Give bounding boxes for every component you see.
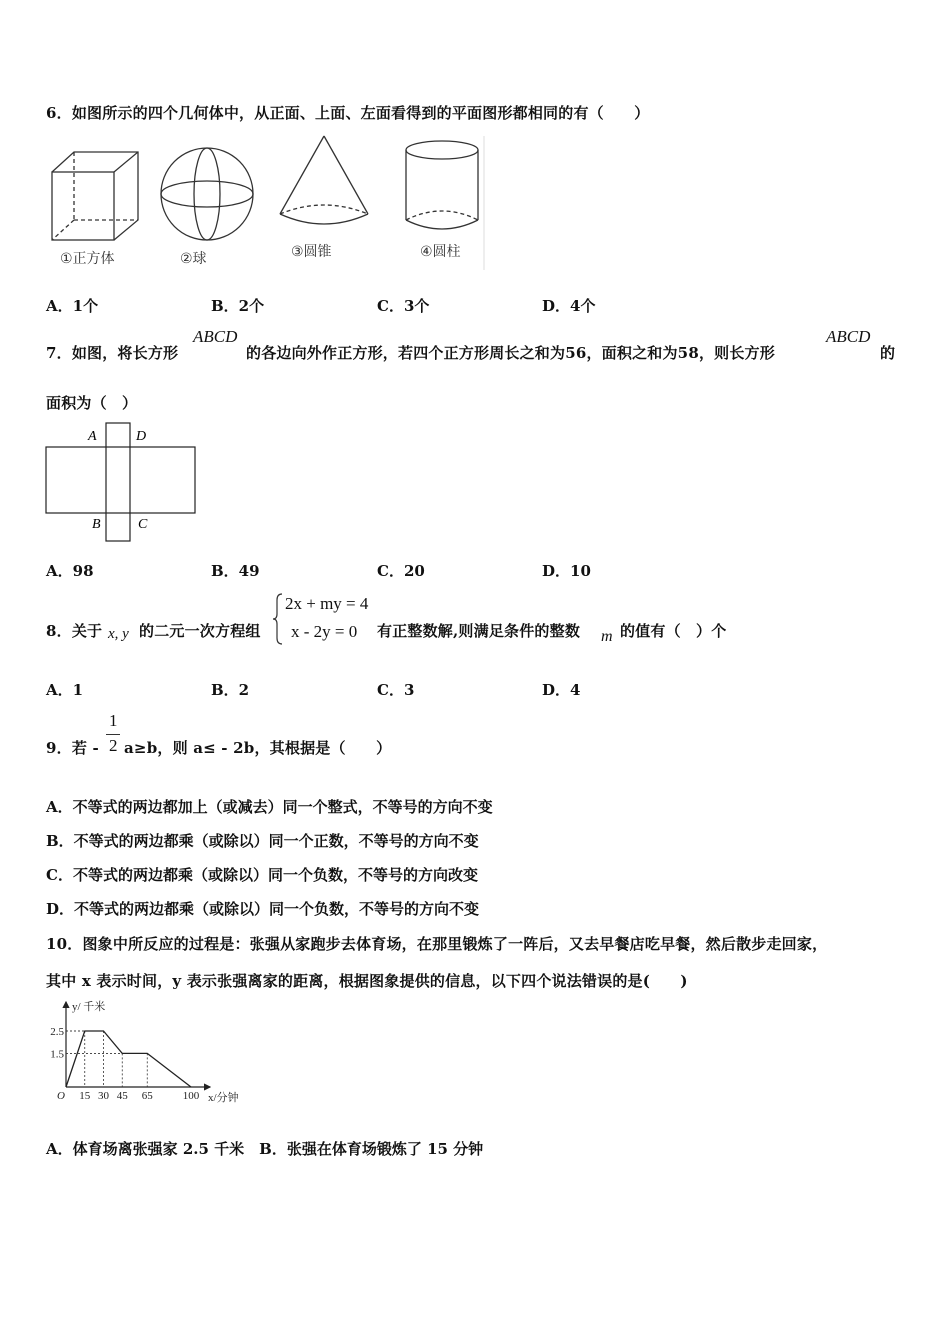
q10-options-line[interactable]: A．体育场离张强家 2.5 千米 B．张强在体育场锻炼了 15 分钟 bbox=[46, 1140, 484, 1158]
q7-stem-b: 的各边向外作正方形，若四个正方形周长之和为56，面积之和为58，则长方形 bbox=[246, 344, 775, 362]
q7-rect-name-2: ABCD bbox=[826, 327, 871, 346]
q10-stem-line2: 其中 x 表示时间，y 表示张强离家的距离，根据图象提供的信息，以下四个说法错误的是( ) bbox=[46, 972, 688, 990]
chart-y-tick-label: 2.5 bbox=[50, 1026, 64, 1038]
q9-option-c[interactable]: C．不等式的两边都乘（或除以）同一个负数，不等号的方向改变 bbox=[46, 866, 478, 884]
q9-frac-den: 2 bbox=[109, 736, 118, 755]
q8-option-c[interactable]: C．3 bbox=[377, 681, 415, 699]
q7-vertical-rect bbox=[106, 423, 130, 541]
q7-horizontal-rect bbox=[46, 447, 195, 513]
cylinder-figure bbox=[406, 141, 478, 229]
sphere-figure bbox=[161, 148, 253, 240]
chart-x-tick-label: 45 bbox=[116, 1090, 128, 1102]
q8-m: m bbox=[601, 628, 613, 645]
chart-y-tick-label: 1.5 bbox=[50, 1048, 64, 1061]
q7-stem-a: 7．如图，将长方形 bbox=[46, 344, 179, 362]
q9-option-d[interactable]: D．不等式的两边都乘（或除以）同一个负数，不等号的方向不变 bbox=[46, 900, 480, 918]
chart-x-tick-label: 15 bbox=[79, 1090, 91, 1102]
chart-origin-label: O bbox=[57, 1090, 65, 1102]
q10-chart bbox=[40, 996, 255, 1108]
q6-option-a[interactable]: A．1个 bbox=[46, 297, 99, 315]
q7-label-a: A bbox=[88, 429, 97, 444]
q8-stem-c: 有正整数解,则满足条件的整数 bbox=[377, 622, 581, 640]
q9-stem-b: a≥b，则 a≤ - 2b，其根据是（ ） bbox=[124, 739, 392, 757]
q6-stem: 6．如图所示的四个几何体中，从正面、上面、左面看得到的平面图形都相同的有（ ） bbox=[46, 104, 650, 122]
q7-label-b: B bbox=[92, 517, 101, 532]
q9-frac-bar bbox=[106, 734, 120, 735]
q8-option-a[interactable]: A．1 bbox=[46, 681, 84, 699]
chart-ylabel: y/ 千米 bbox=[72, 1001, 106, 1013]
q7-figure bbox=[40, 420, 205, 545]
q9-option-a[interactable]: A．不等式的两边都加上（或减去）同一个整式，不等号的方向不变 bbox=[46, 798, 493, 816]
q7-stem-d: 面积为（ ） bbox=[46, 394, 138, 412]
chart-x-tick-label: 65 bbox=[141, 1090, 153, 1102]
q9-option-b[interactable]: B．不等式的两边都乘（或除以）同一个正数，不等号的方向不变 bbox=[46, 832, 479, 850]
q7-option-b[interactable]: B．49 bbox=[211, 562, 260, 580]
q6-option-c[interactable]: C．3个 bbox=[377, 297, 430, 315]
q8-stem-b: 的二元一次方程组 bbox=[139, 622, 261, 640]
q8-brace-icon bbox=[272, 592, 284, 646]
chart-xlabel: x/分钟 bbox=[208, 1092, 239, 1104]
q10-stem-line1: 10．图象中所反应的过程是：张强从家跑步去体育场，在那里锻炼了一阵后，又去早餐店吃早餐，然后散步走回家， bbox=[46, 935, 828, 953]
q8-stem-a: 8．关于 bbox=[46, 622, 103, 640]
shape-label-cube: ①正方体 bbox=[60, 251, 115, 267]
q8-eq2: x - 2y = 0 bbox=[291, 622, 358, 641]
cube-figure bbox=[52, 152, 138, 240]
q7-label-c: C bbox=[138, 517, 148, 532]
q9-stem-a: 9．若 - bbox=[46, 739, 99, 757]
chart-x-tick-label: 30 bbox=[98, 1090, 109, 1102]
q7-option-a[interactable]: A．98 bbox=[46, 562, 94, 580]
q6-option-b[interactable]: B．2个 bbox=[211, 297, 265, 315]
q7-rect-name-1: ABCD bbox=[193, 327, 238, 346]
q8-vars: x, y bbox=[108, 626, 129, 642]
cone-figure bbox=[280, 136, 368, 224]
chart-x-tick-label: 100 bbox=[182, 1090, 200, 1102]
q8-option-b[interactable]: B．2 bbox=[211, 681, 250, 699]
q9-frac-num: 1 bbox=[109, 711, 118, 730]
q7-option-d[interactable]: D．10 bbox=[542, 562, 591, 580]
q8-option-d[interactable]: D．4 bbox=[542, 681, 581, 699]
q7-label-d: D bbox=[136, 429, 147, 444]
shape-label-cylinder: ④圆柱 bbox=[420, 244, 461, 260]
q7-option-c[interactable]: C．20 bbox=[377, 562, 425, 580]
q6-option-d[interactable]: D．4个 bbox=[542, 297, 596, 315]
q8-stem-d: 的值有（ ）个 bbox=[620, 622, 727, 640]
shape-label-cone: ③圆锥 bbox=[291, 244, 332, 260]
shape-label-sphere: ②球 bbox=[180, 251, 207, 267]
q7-stem-c: 的 bbox=[880, 344, 896, 362]
q8-eq1: 2x + my = 4 bbox=[285, 594, 369, 613]
